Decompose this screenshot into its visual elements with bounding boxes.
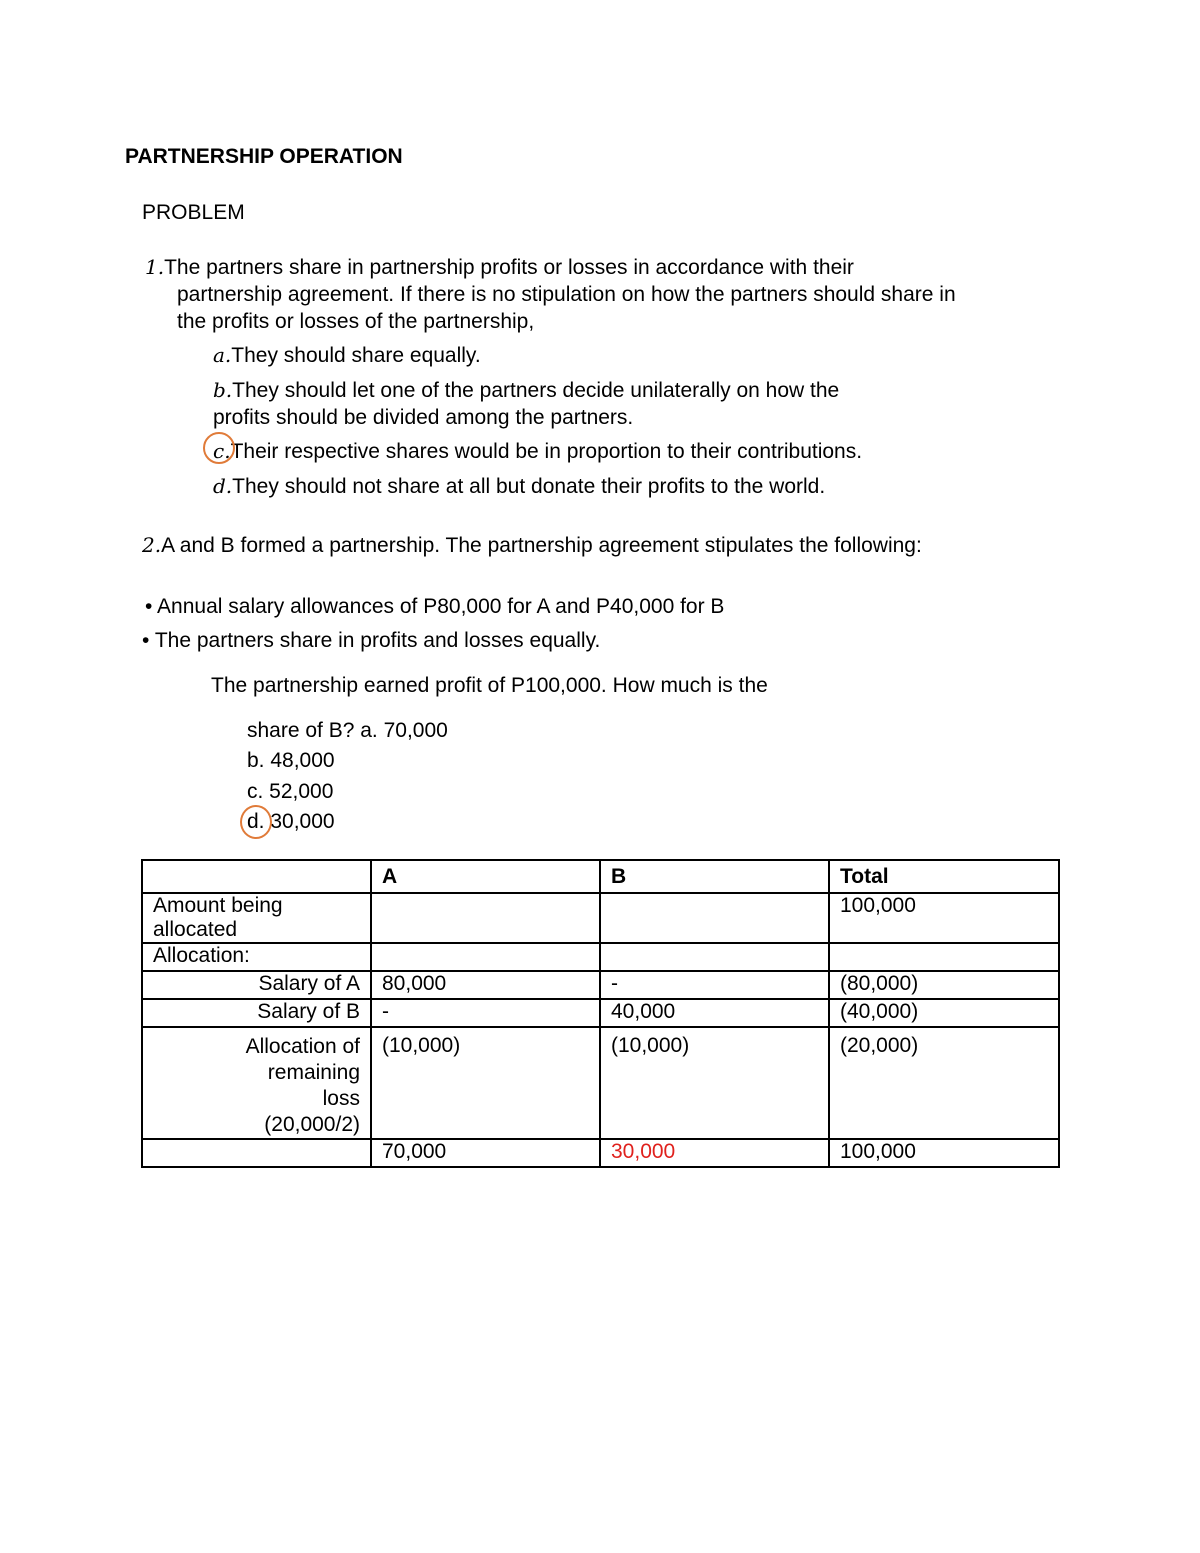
table-row xyxy=(142,1027,1059,1139)
table-row xyxy=(142,943,1059,971)
q2-choice-d: d. 30,000 xyxy=(247,810,335,833)
table-cell: - xyxy=(600,971,829,999)
table-cell xyxy=(371,893,600,943)
section-subtitle: PROBLEM xyxy=(142,201,245,224)
table-row xyxy=(142,893,1059,943)
q2-bullet-1: • Annual salary allowances of P80,000 for A and P40,000 for B xyxy=(145,595,725,618)
table-header-cell: B xyxy=(600,860,829,893)
table-header-row xyxy=(142,860,1059,893)
table-cell: - xyxy=(371,999,600,1027)
allocation-table xyxy=(141,859,1060,1168)
table-cell xyxy=(600,943,829,971)
table-cell: 80,000 xyxy=(371,971,600,999)
page-title: PARTNERSHIP OPERATION xyxy=(125,145,403,168)
table-row xyxy=(142,971,1059,999)
q1-stem-line3: the profits or losses of the partnership, xyxy=(177,310,535,333)
table-label-cell: Allocation: xyxy=(142,943,371,971)
table-cell: (40,000) xyxy=(829,999,1059,1027)
q1-option-c: c.Their respective shares would be in proportion to their contributions. xyxy=(213,439,863,463)
bullet-icon: • xyxy=(145,595,153,618)
q1-option-a: a.They should share equally. xyxy=(213,343,481,367)
q2-question-line1: The partnership earned profit of P100,000. How much is the xyxy=(211,674,768,697)
q2-stem: 2.A and B formed a partnership. The partnership agreement stipulates the following: xyxy=(142,533,922,557)
q1-stem-line1: 1.The partners share in partnership profits or losses in accordance with their xyxy=(145,255,854,279)
q1-option-b: b.They should let one of the partners decide unilaterally on how the xyxy=(213,378,840,402)
q1-number: 1. xyxy=(145,255,165,279)
table-label-cell: Allocation of remaining loss (20,000/2) xyxy=(142,1027,371,1139)
table-label-cell: Salary of B xyxy=(142,999,371,1027)
table-cell: (20,000) xyxy=(829,1027,1059,1139)
table-cell: 40,000 xyxy=(600,999,829,1027)
table-total-row xyxy=(142,1139,1059,1167)
q2-number: 2. xyxy=(142,533,162,557)
table-cell: (80,000) xyxy=(829,971,1059,999)
table-cell xyxy=(600,893,829,943)
q2-choice-b: b. 48,000 xyxy=(247,749,335,772)
table-cell xyxy=(371,943,600,971)
table-label-cell: Salary of A xyxy=(142,971,371,999)
table-header-cell: Total xyxy=(829,860,1059,893)
table-header-cell xyxy=(142,860,371,893)
table-row xyxy=(142,999,1059,1027)
table-label-cell xyxy=(142,1139,371,1167)
q2-question-line2: share of B? a. 70,000 xyxy=(247,719,448,742)
bullet-icon: • xyxy=(142,629,150,652)
table-cell: (10,000) xyxy=(371,1027,600,1139)
table-cell: 100,000 xyxy=(829,893,1059,943)
q2-bullet-2: • The partners share in profits and losses equally. xyxy=(142,629,601,652)
q2-choice-c: c. 52,000 xyxy=(247,780,334,803)
table-cell: 100,000 xyxy=(829,1139,1059,1167)
q1-stem-line2: partnership agreement. If there is no stipulation on how the partners should share in xyxy=(177,283,956,306)
q1-option-b-line2: profits should be divided among the partners. xyxy=(213,406,634,429)
table-header-cell: A xyxy=(371,860,600,893)
table-cell: 70,000 xyxy=(371,1139,600,1167)
table-cell: (10,000) xyxy=(600,1027,829,1139)
table-cell xyxy=(829,943,1059,971)
answer-highlight-cell: 30,000 xyxy=(600,1139,829,1167)
q1-option-d: d.They should not share at all but donate their profits to the world. xyxy=(213,474,826,498)
table-label-cell: Amount being allocated xyxy=(142,893,371,943)
